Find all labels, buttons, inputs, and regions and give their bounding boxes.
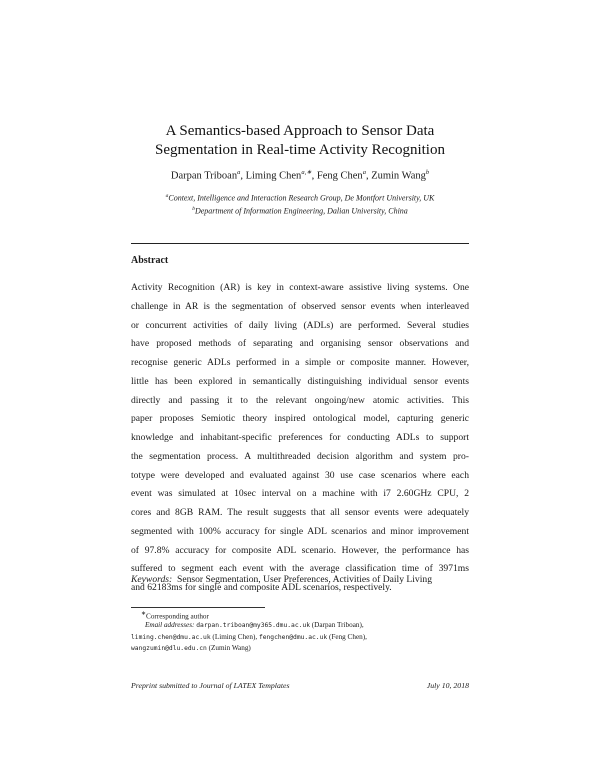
email-owner: (Feng Chen),: [328, 632, 367, 641]
corresponding-mark: ∗: [141, 611, 147, 617]
abstract-line: have proposed methods of separating and organising sensor observations and: [131, 338, 469, 350]
affiliation-text: Context, Intelligence and Interaction Research Group, De Montfort University, UK: [168, 193, 435, 203]
abstract-line: suffered to segment each event with the average classification time of 3971ms: [131, 563, 469, 575]
abstract-body: [131, 279, 469, 598]
abstract-line: Activity Recognition (AR) is key in context-aware assistive living systems. One: [131, 282, 469, 293]
keywords-text: Sensor Segmentation, User Preferences, Activities of Daily Living: [177, 574, 432, 585]
author-mark: a,∗: [301, 169, 312, 176]
email-label: Email addresses:: [145, 621, 195, 629]
footnote-emails: [131, 620, 476, 655]
email-link[interactable]: darpan.triboan@my365.dmu.ac.uk: [196, 622, 310, 629]
author-mark: a: [362, 169, 366, 176]
affiliation: [0, 191, 600, 204]
abstract-line: or concurrent activities of daily living (ADLs) are performed. Several studies: [131, 319, 469, 331]
affiliation: [0, 204, 600, 217]
author-mark: a: [237, 169, 241, 176]
abstract-line: cores and 8GB RAM. The result suggests that all sensor events were adequately: [131, 507, 469, 518]
abstract-line: little has been explored in semantically distinguishing individual sensor events: [131, 375, 469, 387]
abstract-heading: Abstract: [131, 255, 169, 266]
affiliation-mark: b: [192, 205, 195, 212]
abstract-line: and 62183ms for single and composite ADL scenarios, respectively.: [131, 582, 392, 593]
footnote-rule: [131, 607, 265, 608]
abstract-line: directly and passing it to the relevant ongoing/new atomic activities. This: [131, 394, 469, 406]
author-list: Darpan Triboan$^a$, Liming Chen$^{a,∗}$, Feng Chen$^a$, Zumin Wang$^b$: [170, 169, 430, 182]
abstract-line: challenge in AR is the segmentation of observed sensor events when interleaved: [131, 300, 469, 312]
email-link[interactable]: wangzumin@dlu.edu.cn: [131, 645, 207, 653]
email-link[interactable]: liming.chen@dmu.ac.uk: [131, 633, 211, 641]
email-owner: (Darpan Triboan),: [311, 621, 364, 629]
keywords: [131, 574, 469, 585]
author-name: Liming Chen: [245, 170, 302, 182]
affiliation-mark: a: [165, 193, 169, 199]
author-name: Feng Chen: [316, 170, 363, 182]
abstract-line: paper proposes Semiotic theory inspired ontological model, capturing generic: [131, 413, 469, 425]
paper-title: [0, 122, 600, 160]
abstract-line: segmented with 100% accuracy for single ADL scenarios and minor improvement: [131, 525, 469, 537]
affiliations: [0, 191, 600, 216]
author-name: Darpan Triboan: [170, 170, 238, 182]
title-line: A Semantics-based Approach to Sensor Data: [165, 123, 435, 139]
email-owner: (Liming Chen),: [212, 632, 258, 641]
abstract-line: totype were developed and evaluated against 30 use case scenarios where each: [131, 469, 469, 481]
keywords-label: Keywords:: [131, 574, 173, 585]
abstract-line: of 97.8% accuracy for composite ADL scenario. However, the performance has: [131, 544, 469, 556]
title-line: Segmentation in Real-time Activity Recognition: [155, 142, 445, 158]
email-link[interactable]: fengchen@dmu.ac.uk: [258, 633, 328, 641]
email-owner: (Zumin Wang): [208, 644, 251, 653]
affiliation-text: Department of Information Engineering, Dalian University, China: [194, 206, 408, 216]
footer-preprint-note: Preprint submitted to Journal of LATEX Templates: [131, 681, 290, 690]
footer-date: July 10, 2018: [426, 681, 469, 690]
corresponding-text: Corresponding author: [146, 612, 209, 621]
abstract-top-rule: [131, 243, 469, 244]
abstract-line: event was simulated at 10sec interval on a machine with i7 2.60GHz CPU, 2: [131, 488, 469, 500]
author-name: Zumin Wang: [371, 170, 426, 182]
abstract-line: recognise generic ADLs performed in a simple or composite manner. However,: [131, 357, 469, 368]
abstract-line: knowledge and inhabitant-specific preferences for conducting ADLs to support: [131, 432, 469, 443]
author-mark: b: [425, 169, 430, 176]
abstract-line: the segmentation process. A multithreaded decision algorithm and system pro-: [131, 450, 469, 462]
